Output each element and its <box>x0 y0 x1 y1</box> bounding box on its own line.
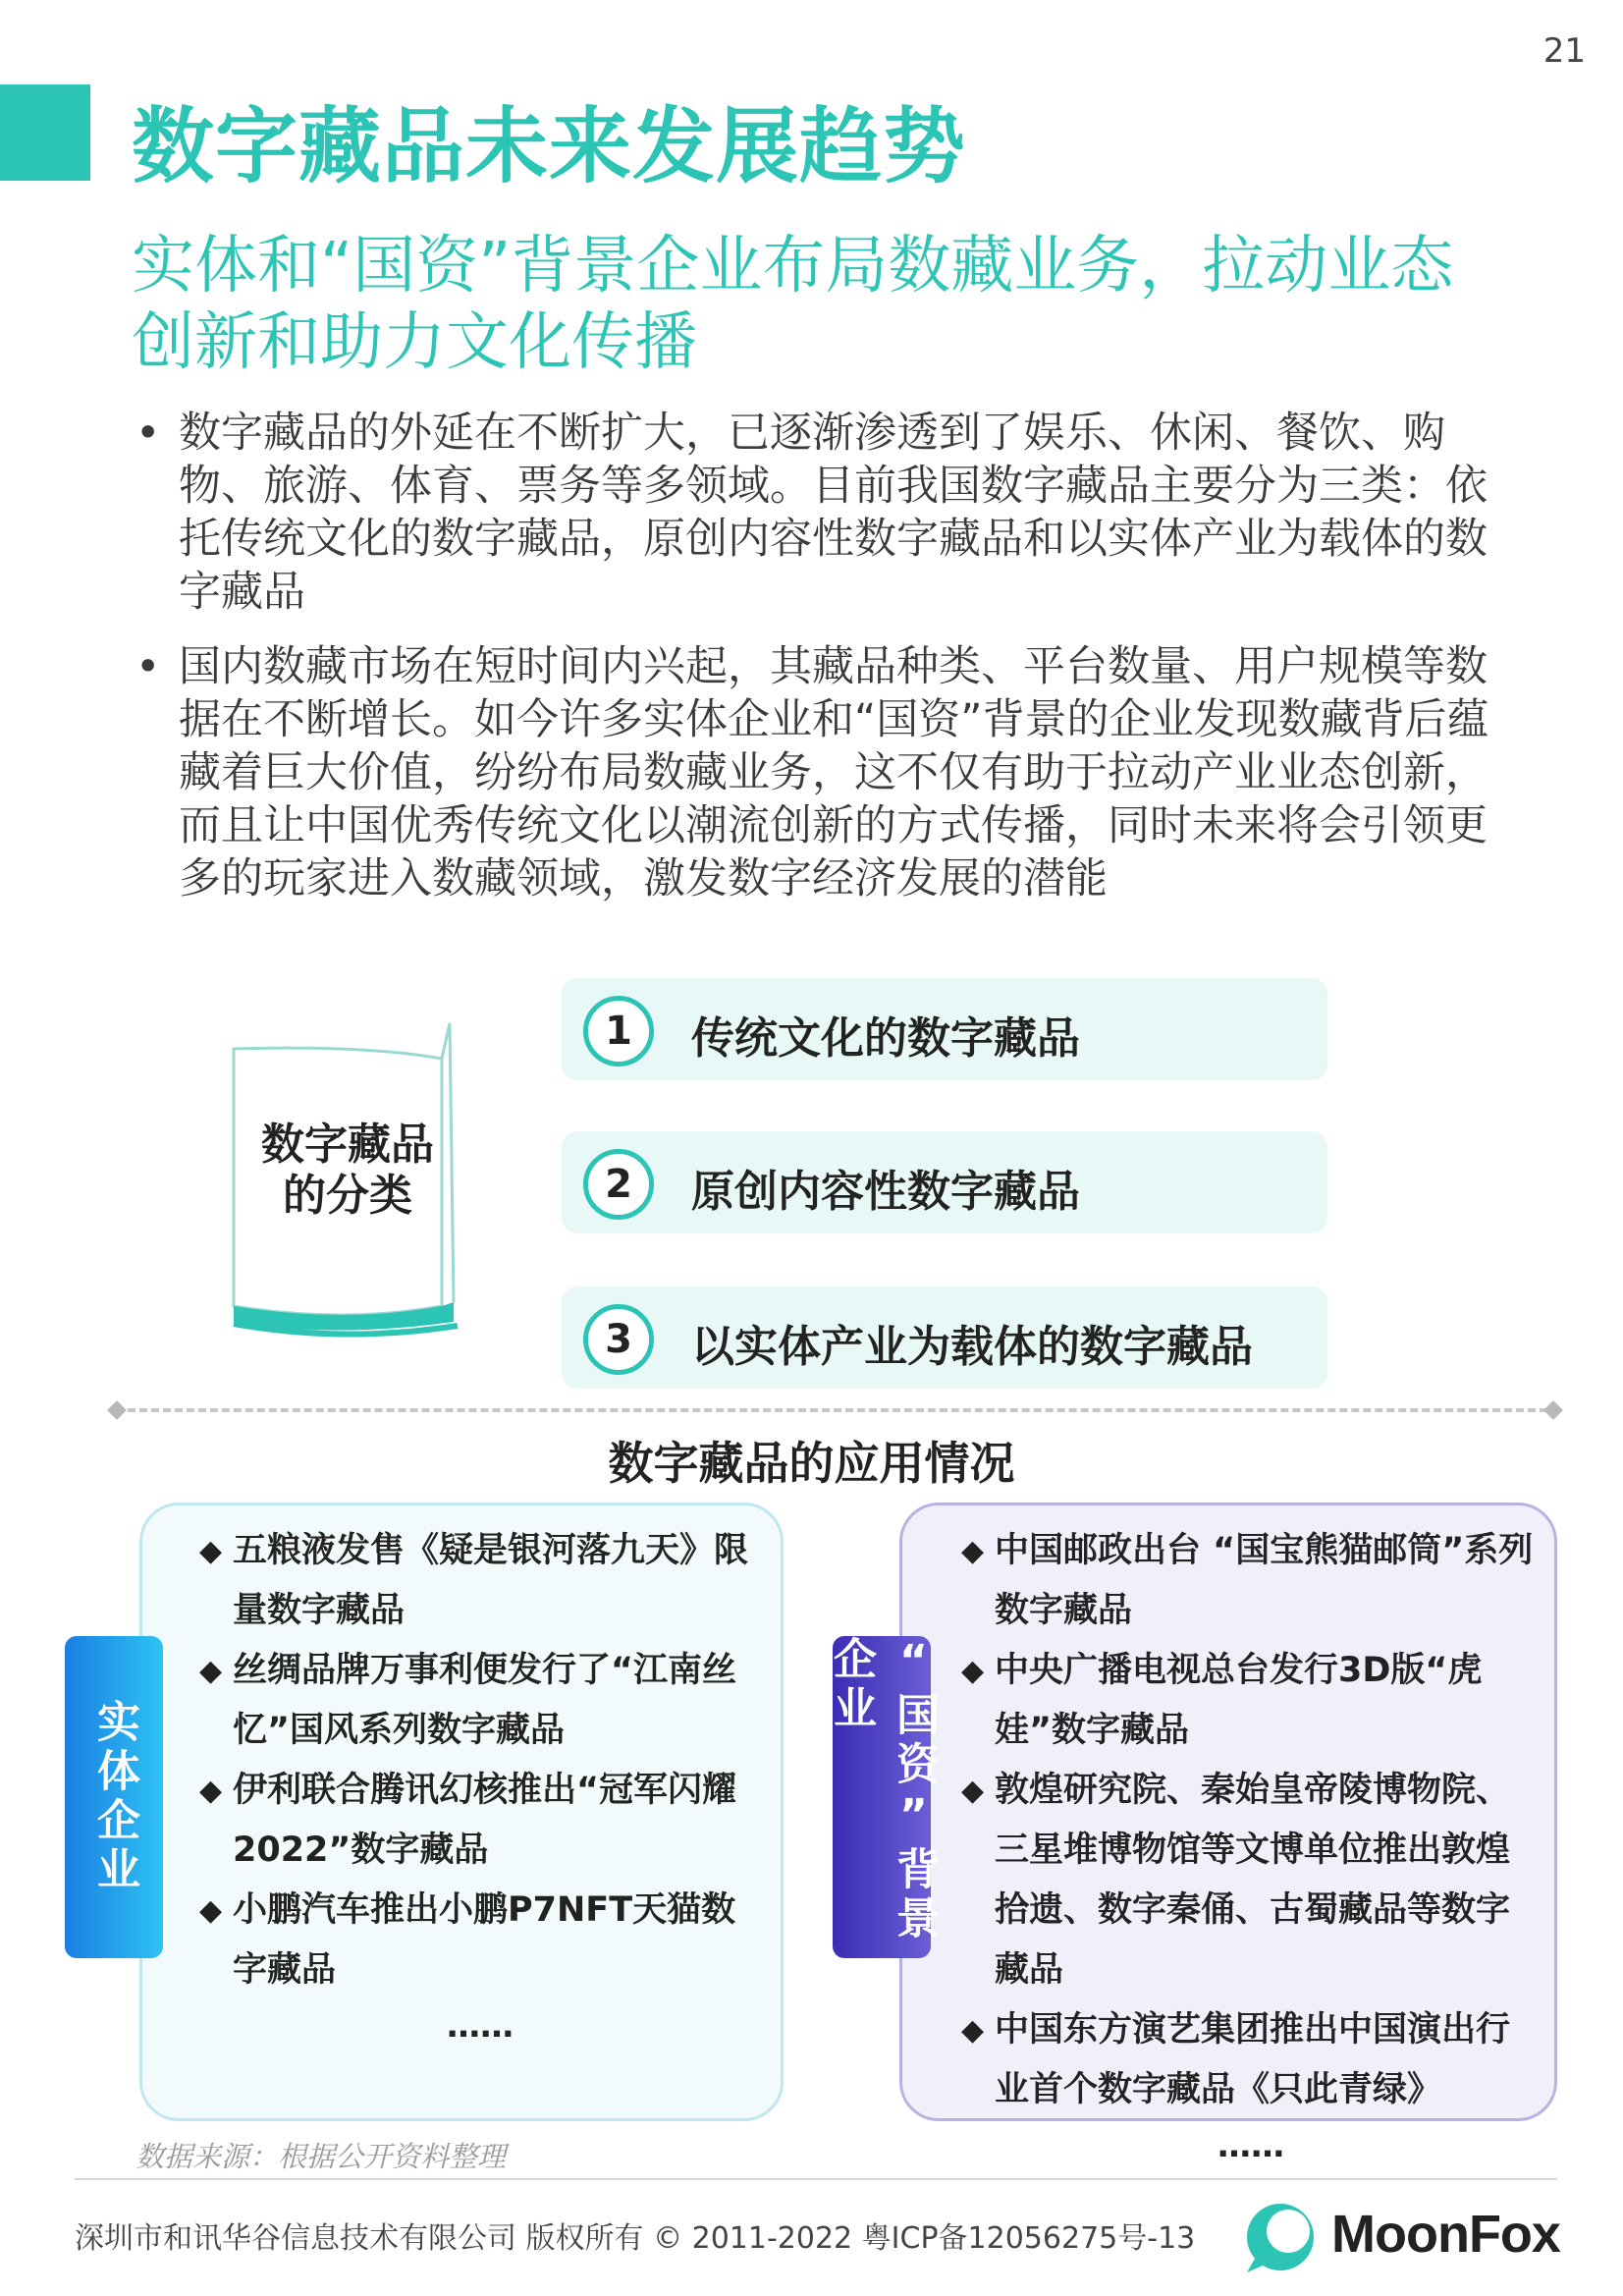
ellipsis: …… <box>447 2006 514 2046</box>
tab-entity-enterprises: 实体企业 <box>65 1636 163 1958</box>
panel-entity-enterprises <box>139 1503 784 2121</box>
bullet-item <box>132 640 1526 905</box>
footer-divider <box>75 2178 1557 2180</box>
list-item-text: 丝绸品牌万事利便发行了“江南丝忆”国风系列数字藏品 <box>233 1651 737 1750</box>
section-title: 数字藏品的应用情况 <box>608 1437 1015 1490</box>
list-item <box>199 1881 761 2000</box>
category-card-2 <box>562 1131 1327 1233</box>
list-item-text: 中国东方演艺集团推出中国演出行业首个数字藏品《只此青绿》 <box>995 2010 1511 2109</box>
list-item-text: 中国邮政出台 “国宝熊猫邮筒”系列数字藏品 <box>995 1531 1534 1630</box>
logo-text: MoonFox <box>1331 2205 1560 2264</box>
list-item <box>199 1641 761 1761</box>
bullet-dot-icon: • <box>135 642 161 691</box>
diamond-bullet-icon: ◆ <box>199 1893 223 1928</box>
category-label: 传统文化的数字藏品 <box>691 1013 1080 1064</box>
diamond-bullet-icon: ◆ <box>961 1774 985 1808</box>
category-label: 以实体产业为载体的数字藏品 <box>691 1322 1253 1372</box>
tab-state-owned-enterprises: “国资”背景企业 <box>833 1636 931 1958</box>
page-subtitle: 实体和“国资”背景企业布局数藏业务，拉动业态创新和助力文化传播 <box>132 230 1454 379</box>
diamond-bullet-icon: ◆ <box>961 2013 985 2048</box>
category-card-1 <box>562 978 1327 1080</box>
list-item <box>199 1761 761 1881</box>
divider-diamond-icon <box>107 1400 127 1420</box>
diamond-bullet-icon: ◆ <box>199 1774 223 1808</box>
list-item-text: 敦煌研究院、秦始皇帝陵博物院、三星堆博物馆等文博单位推出敦煌拾遗、数字秦俑、古蜀藏品等数字藏品 <box>995 1771 1511 1990</box>
moonfox-logo-icon <box>1241 2198 1320 2276</box>
book-label-line2: 的分类 <box>283 1171 412 1221</box>
category-number: 1 <box>583 996 654 1066</box>
book-label-line1: 数字藏品 <box>261 1120 434 1170</box>
bullet-list <box>132 407 1526 927</box>
category-number: 2 <box>583 1149 654 1220</box>
list-item <box>961 1641 1541 1761</box>
title-accent-bar <box>0 84 90 181</box>
page-title: 数字藏品未来发展趋势 <box>132 98 967 194</box>
list-item-text: 小鹏汽车推出小鹏P7NFT天猫数字藏品 <box>233 1890 736 1990</box>
divider-diamond-icon <box>1543 1400 1563 1420</box>
list-item-text: 中央广播电视总台发行3D版“虎娃”数字藏品 <box>995 1651 1483 1750</box>
ellipsis: …… <box>1217 2126 1284 2165</box>
bullet-text: 国内数藏市场在短时间内兴起，其藏品种类、平台数量、用户规模等数据在不断增长。如今许多实体企业和“国资”背景的企业发现数藏背后蕴藏着巨大价值，纷纷布局数藏业务，这不仅有助于拉动产业业态创新，而且让中国优秀传统文化以潮流创新的方式传播，同时未来将会引领更多的玩家进入数藏领域，激发数字经济发展的潜能 <box>179 642 1489 903</box>
moonfox-logo <box>1241 2196 1565 2274</box>
bullet-text: 数字藏品的外延在不断扩大，已逐渐渗透到了娱乐、休闲、餐饮、购物、旅游、体育、票务等多领域。目前我国数字藏品主要分为三类：依托传统文化的数字藏品，原创内容性数字藏品和以实体产业为载体的数字藏品 <box>179 409 1488 617</box>
footer-copyright: 深圳市和讯华谷信息技术有限公司 版权所有 © 2011-2022 粤ICP备12056275号-13 <box>75 2221 1196 2256</box>
list-item-text: 五粮液发售《疑是银河落九天》限量数字藏品 <box>233 1531 749 1630</box>
bullet-dot-icon: • <box>135 409 161 458</box>
list-item-text: 伊利联合腾讯幻核推出“冠军闪耀2022”数字藏品 <box>233 1771 737 1870</box>
dashed-divider <box>116 1408 1559 1412</box>
diamond-bullet-icon: ◆ <box>199 1654 223 1688</box>
panel-state-owned-enterprises <box>899 1503 1557 2165</box>
list-item <box>961 1521 1541 1641</box>
category-number: 3 <box>583 1304 654 1375</box>
book-label <box>230 1120 465 1222</box>
bullet-item <box>132 407 1526 619</box>
list-item <box>199 1521 761 1641</box>
category-label: 原创内容性数字藏品 <box>691 1167 1080 1217</box>
category-card-3 <box>562 1286 1327 1389</box>
diamond-bullet-icon: ◆ <box>961 1654 985 1688</box>
diamond-bullet-icon: ◆ <box>199 1534 223 1568</box>
list-item <box>961 1761 1541 2000</box>
page-number: 21 <box>1542 31 1586 71</box>
list-item <box>961 2000 1541 2120</box>
diamond-bullet-icon: ◆ <box>961 1534 985 1568</box>
data-source: 数据来源：根据公开资料整理 <box>135 2140 507 2173</box>
